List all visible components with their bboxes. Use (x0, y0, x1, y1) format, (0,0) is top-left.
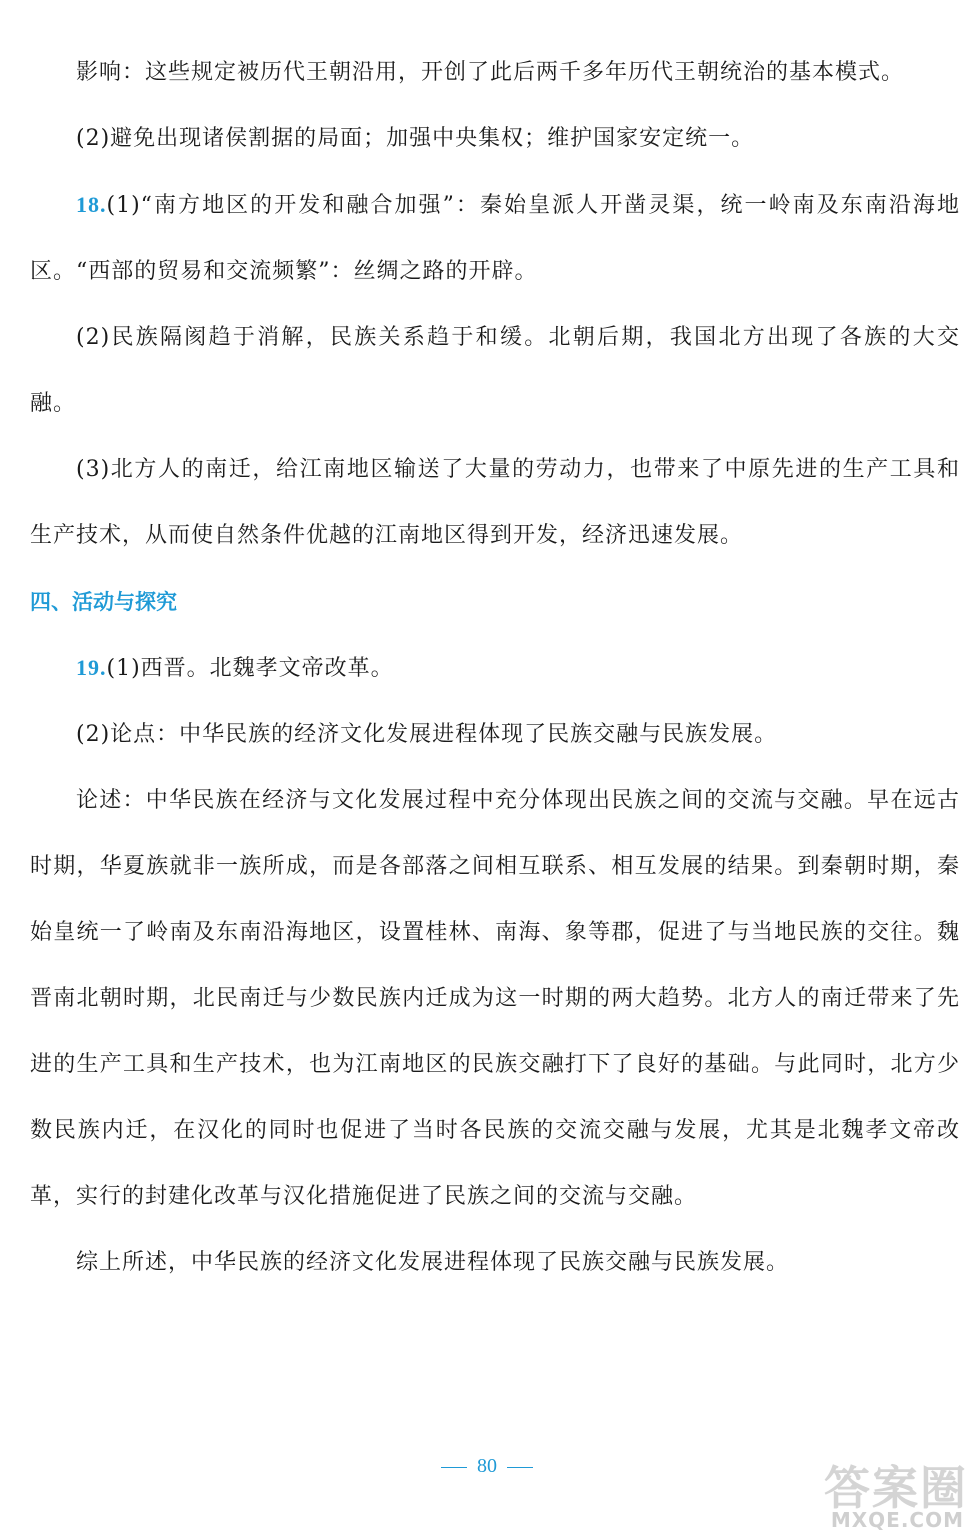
watermark-url: MXQE.COM (830, 1508, 964, 1532)
paragraph-q19-part1 (30, 635, 960, 702)
paragraph-q18-part3: (3)北方人的南迁，给江南地区输送了大量的劳动力，也带来了中原先进的生产工具和生产技术，从而使自然条件优越的江南地区得到开发，经济迅速发展。 (30, 457, 960, 548)
paragraph-influence: 影响：这些规定被历代王朝沿用，开创了此后两千多年历代王朝统治的基本模式。 (76, 60, 905, 85)
question-number-19: 19. (76, 655, 107, 680)
paragraph-q19-thesis: (2)论点：中华民族的经济文化发展进程体现了民族交融与民族发展。 (76, 722, 778, 747)
document-page (30, 40, 960, 1296)
paragraph-q17-part2: (2)避免出现诸侯割据的局面；加强中央集权；维护国家安定统一。 (76, 126, 755, 151)
watermark (788, 1452, 968, 1532)
page-number-dash-right (507, 1467, 533, 1468)
paragraph-q19-conclusion: 综上所述，中华民族的经济文化发展进程体现了民族交融与民族发展。 (76, 1250, 790, 1275)
paragraph-q18-part1 (30, 172, 960, 305)
section-heading: 四、活动与探究 (30, 590, 177, 614)
q19-part1-text: (1)西晋。北魏孝文帝改革。 (106, 656, 394, 681)
paragraph-q18-part2: (2)民族隔阂趋于消解，民族关系趋于和缓。北朝后期，我国北方出现了各族的大交融。 (30, 325, 960, 416)
question-number-18: 18. (76, 192, 107, 217)
page-number-dash-left (441, 1467, 467, 1468)
watermark-logo: 答案圈 (824, 1461, 968, 1515)
paragraph-q19-argument: 论述：中华民族在经济与文化发展过程中充分体现出民族之间的交流与交融。早在远古时期，华夏族就非一族所成，而是各部落之间相互联系、相互发展的结果。到秦朝时期，秦始皇统一了岭南及东南沿海地区，设置桂林、南海、象等郡，促进了与当地民族的交往。魏晋南北朝时期，北民南迁与少数民族内迁成为这一时期的两大趋势。北方人的南迁带来了先进的生产工具和生产技术，也为江南地区的民族交融打下了良好的基础。与此同时，北方少数民族内迁，在汉化的同时也促进了当时各民族的交流交融与发展，尤其是北魏孝文帝改革，实行的封建化改革与汉化措施促进了民族之间的交流与交融。 (30, 788, 960, 1209)
q18-part1-text: (1)“南方地区的开发和融合加强”：秦始皇派人开凿灵渠，统一岭南及东南沿海地区。“西部的贸易和交流频繁”：丝绸之路的开辟。 (30, 193, 960, 284)
page-number-text: 80 (477, 1455, 497, 1477)
